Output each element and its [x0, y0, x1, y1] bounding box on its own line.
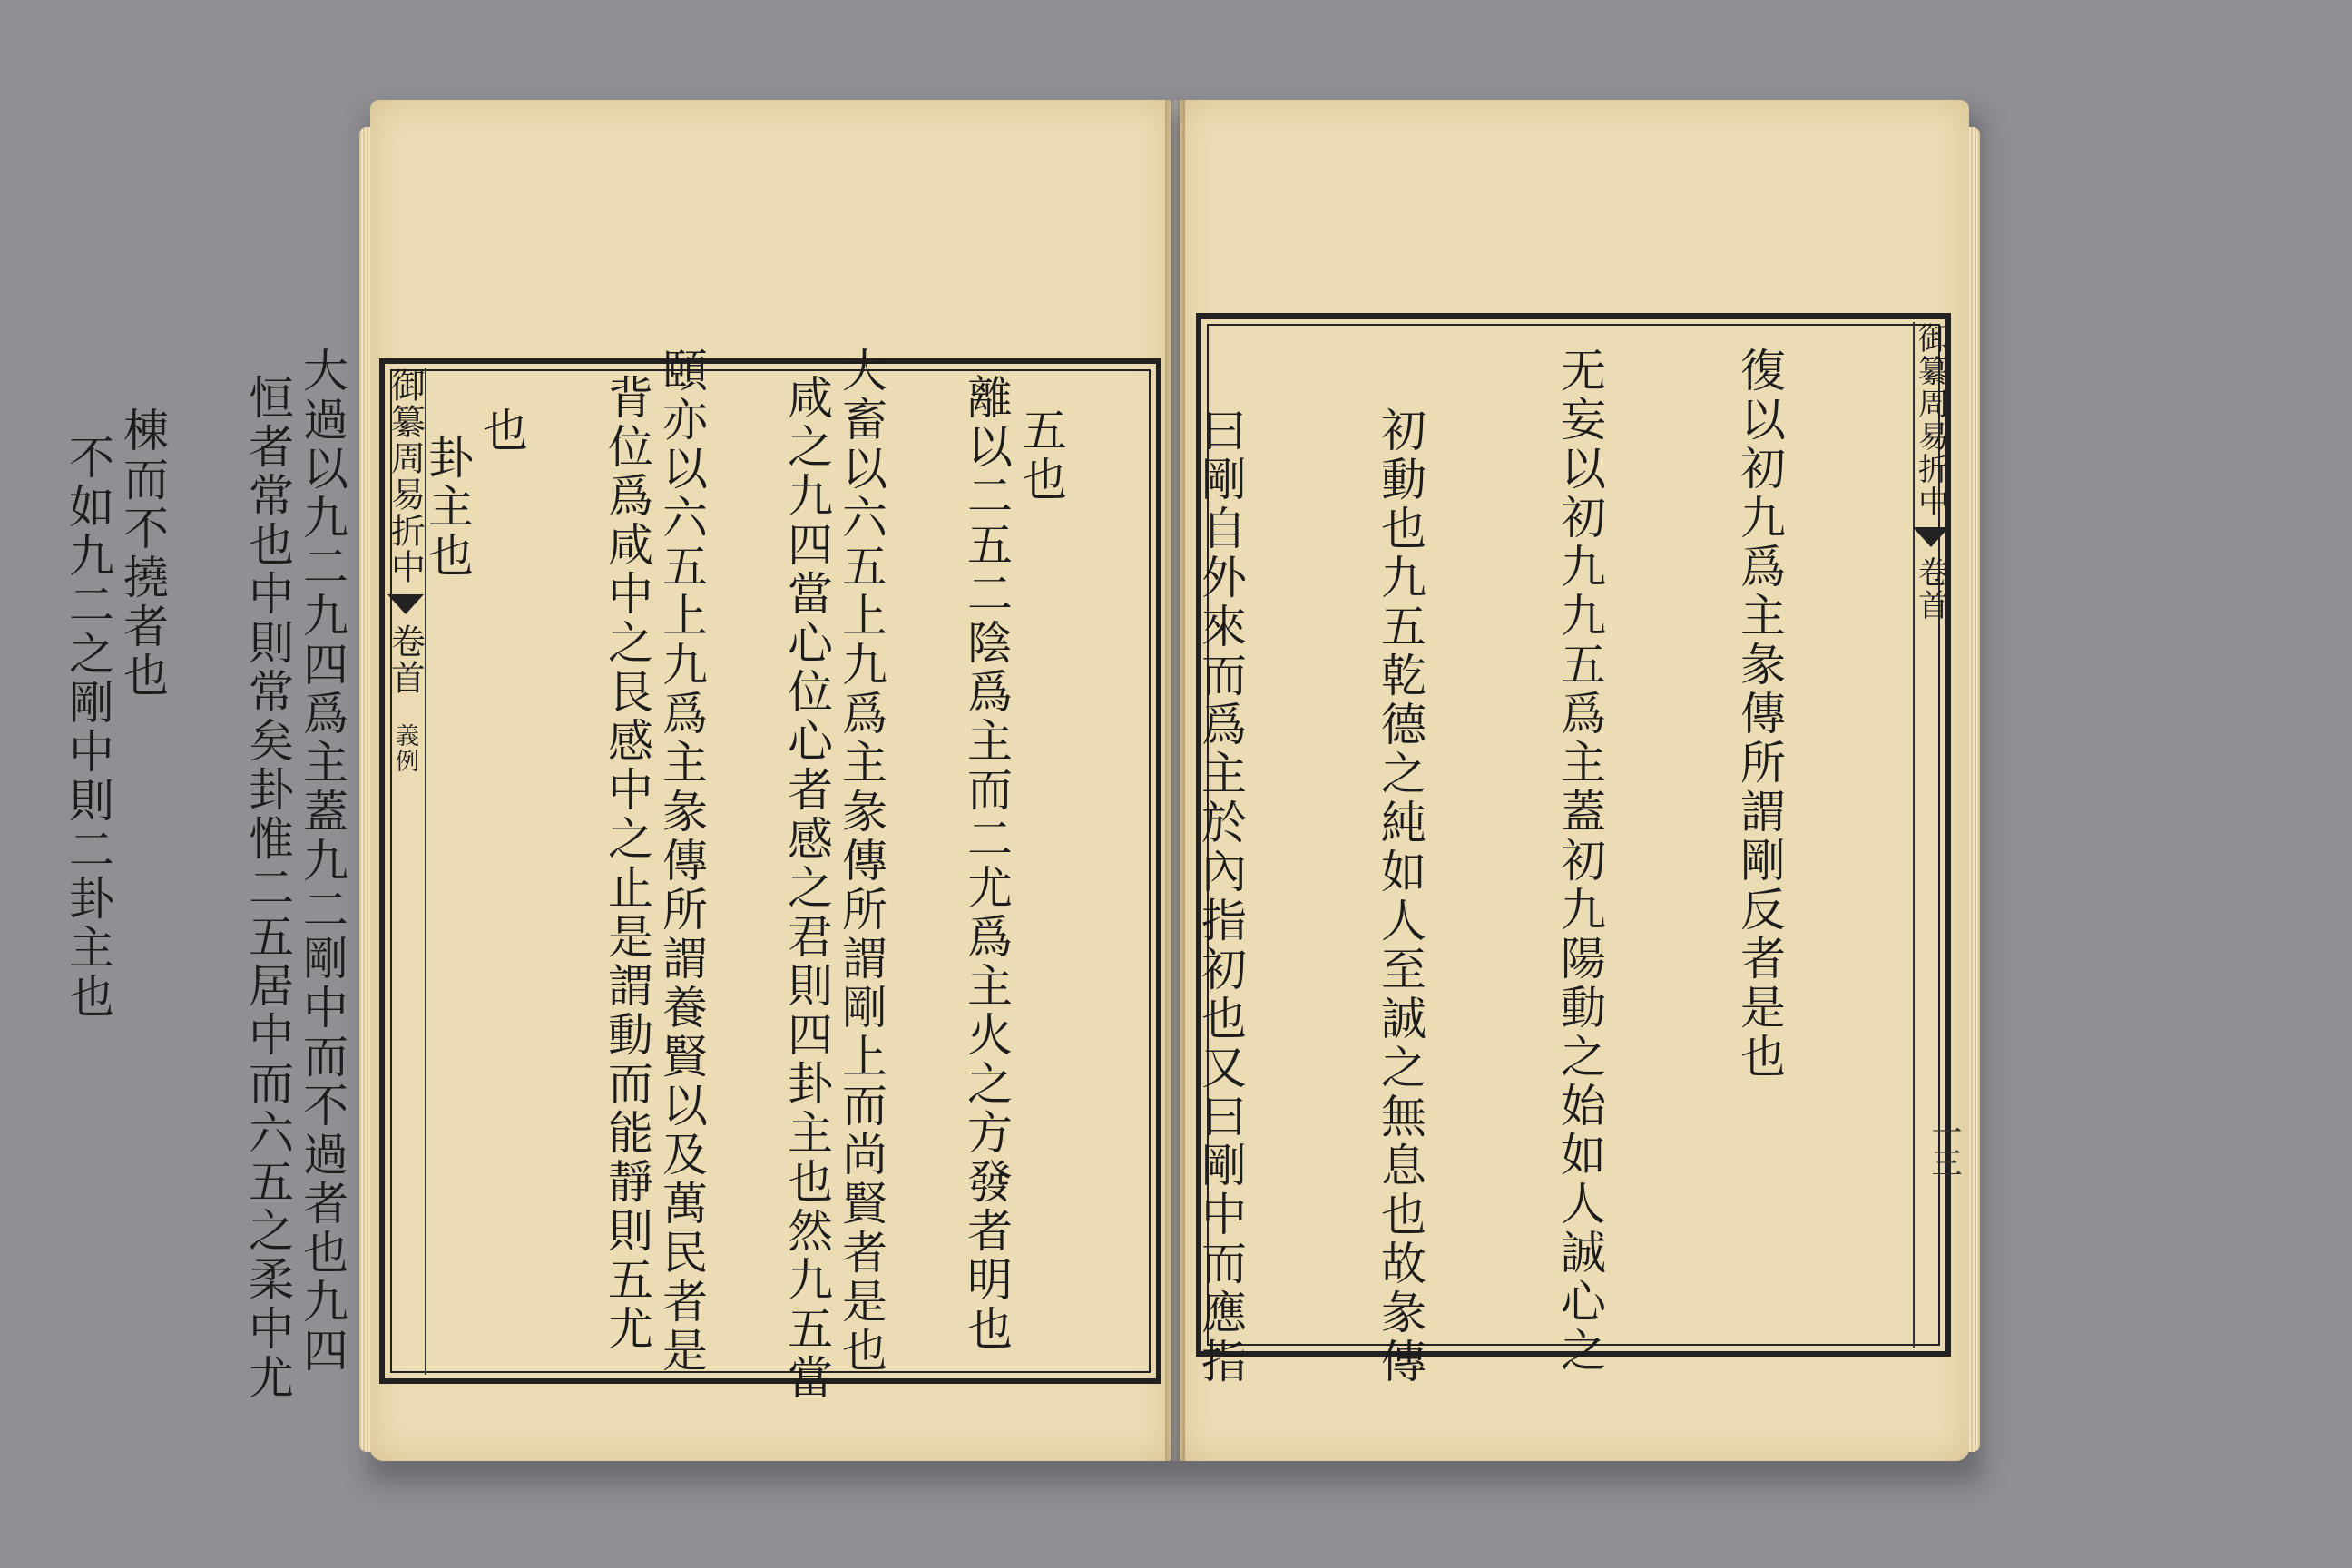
text-column: 五也 — [1014, 407, 1067, 505]
left-banxin-juan: 卷首 — [385, 623, 426, 696]
text-column: 背位爲咸中之艮感中之止是謂動而能靜則五尤 — [601, 374, 653, 1354]
left-banxin-title: 御纂周易折中 — [385, 368, 426, 585]
right-banxin — [1913, 322, 1947, 1348]
text-column: 大畜以六五上九爲主彖傳所謂剛上而尚賢者是也 — [835, 347, 887, 1376]
text-column: 不如九二之剛中則二卦主也 — [62, 434, 114, 1022]
text-column: 頤亦以六五上九爲主彖傳所謂養賢以及萬民者是 — [655, 347, 708, 1376]
text-column: 初動也九五乾德之純如人至誠之無息也故彖傳 — [1374, 407, 1426, 1387]
text-column: 卦主也 — [421, 434, 474, 581]
text-column: 棟而不撓者也 — [116, 407, 169, 701]
page-number: 一三 — [1926, 1116, 1962, 1178]
right-banxin-juan: 卷首 — [1912, 556, 1949, 622]
left-banxin-section: 義例 — [391, 723, 419, 774]
text-column: 恒者常也中則常矣卦惟二五居中而六五之柔中尤 — [241, 374, 294, 1403]
text-column: 離以二五二陰爲主而二尤爲主火之方發者明也 — [960, 374, 1013, 1354]
text-column: 咸之九四當心位心者感之君則四卦主也然九五當 — [780, 374, 833, 1403]
text-column: 曰剛自外來而爲主於內指初也又曰剛中而應指 — [1194, 407, 1247, 1387]
text-column: 也 — [475, 407, 528, 456]
fishtail-mark-icon — [1913, 527, 1949, 547]
text-column: 復以初九爲主彖傳所謂剛反者是也 — [1733, 347, 1786, 1082]
text-column: 大過以九二九四爲主蓋九二剛中而不過者也九四 — [296, 347, 348, 1376]
text-column: 无妄以初九九五爲主蓋初九陽動之始如人誠心之 — [1553, 347, 1606, 1376]
right-banxin-title: 御纂周易折中 — [1912, 322, 1949, 518]
